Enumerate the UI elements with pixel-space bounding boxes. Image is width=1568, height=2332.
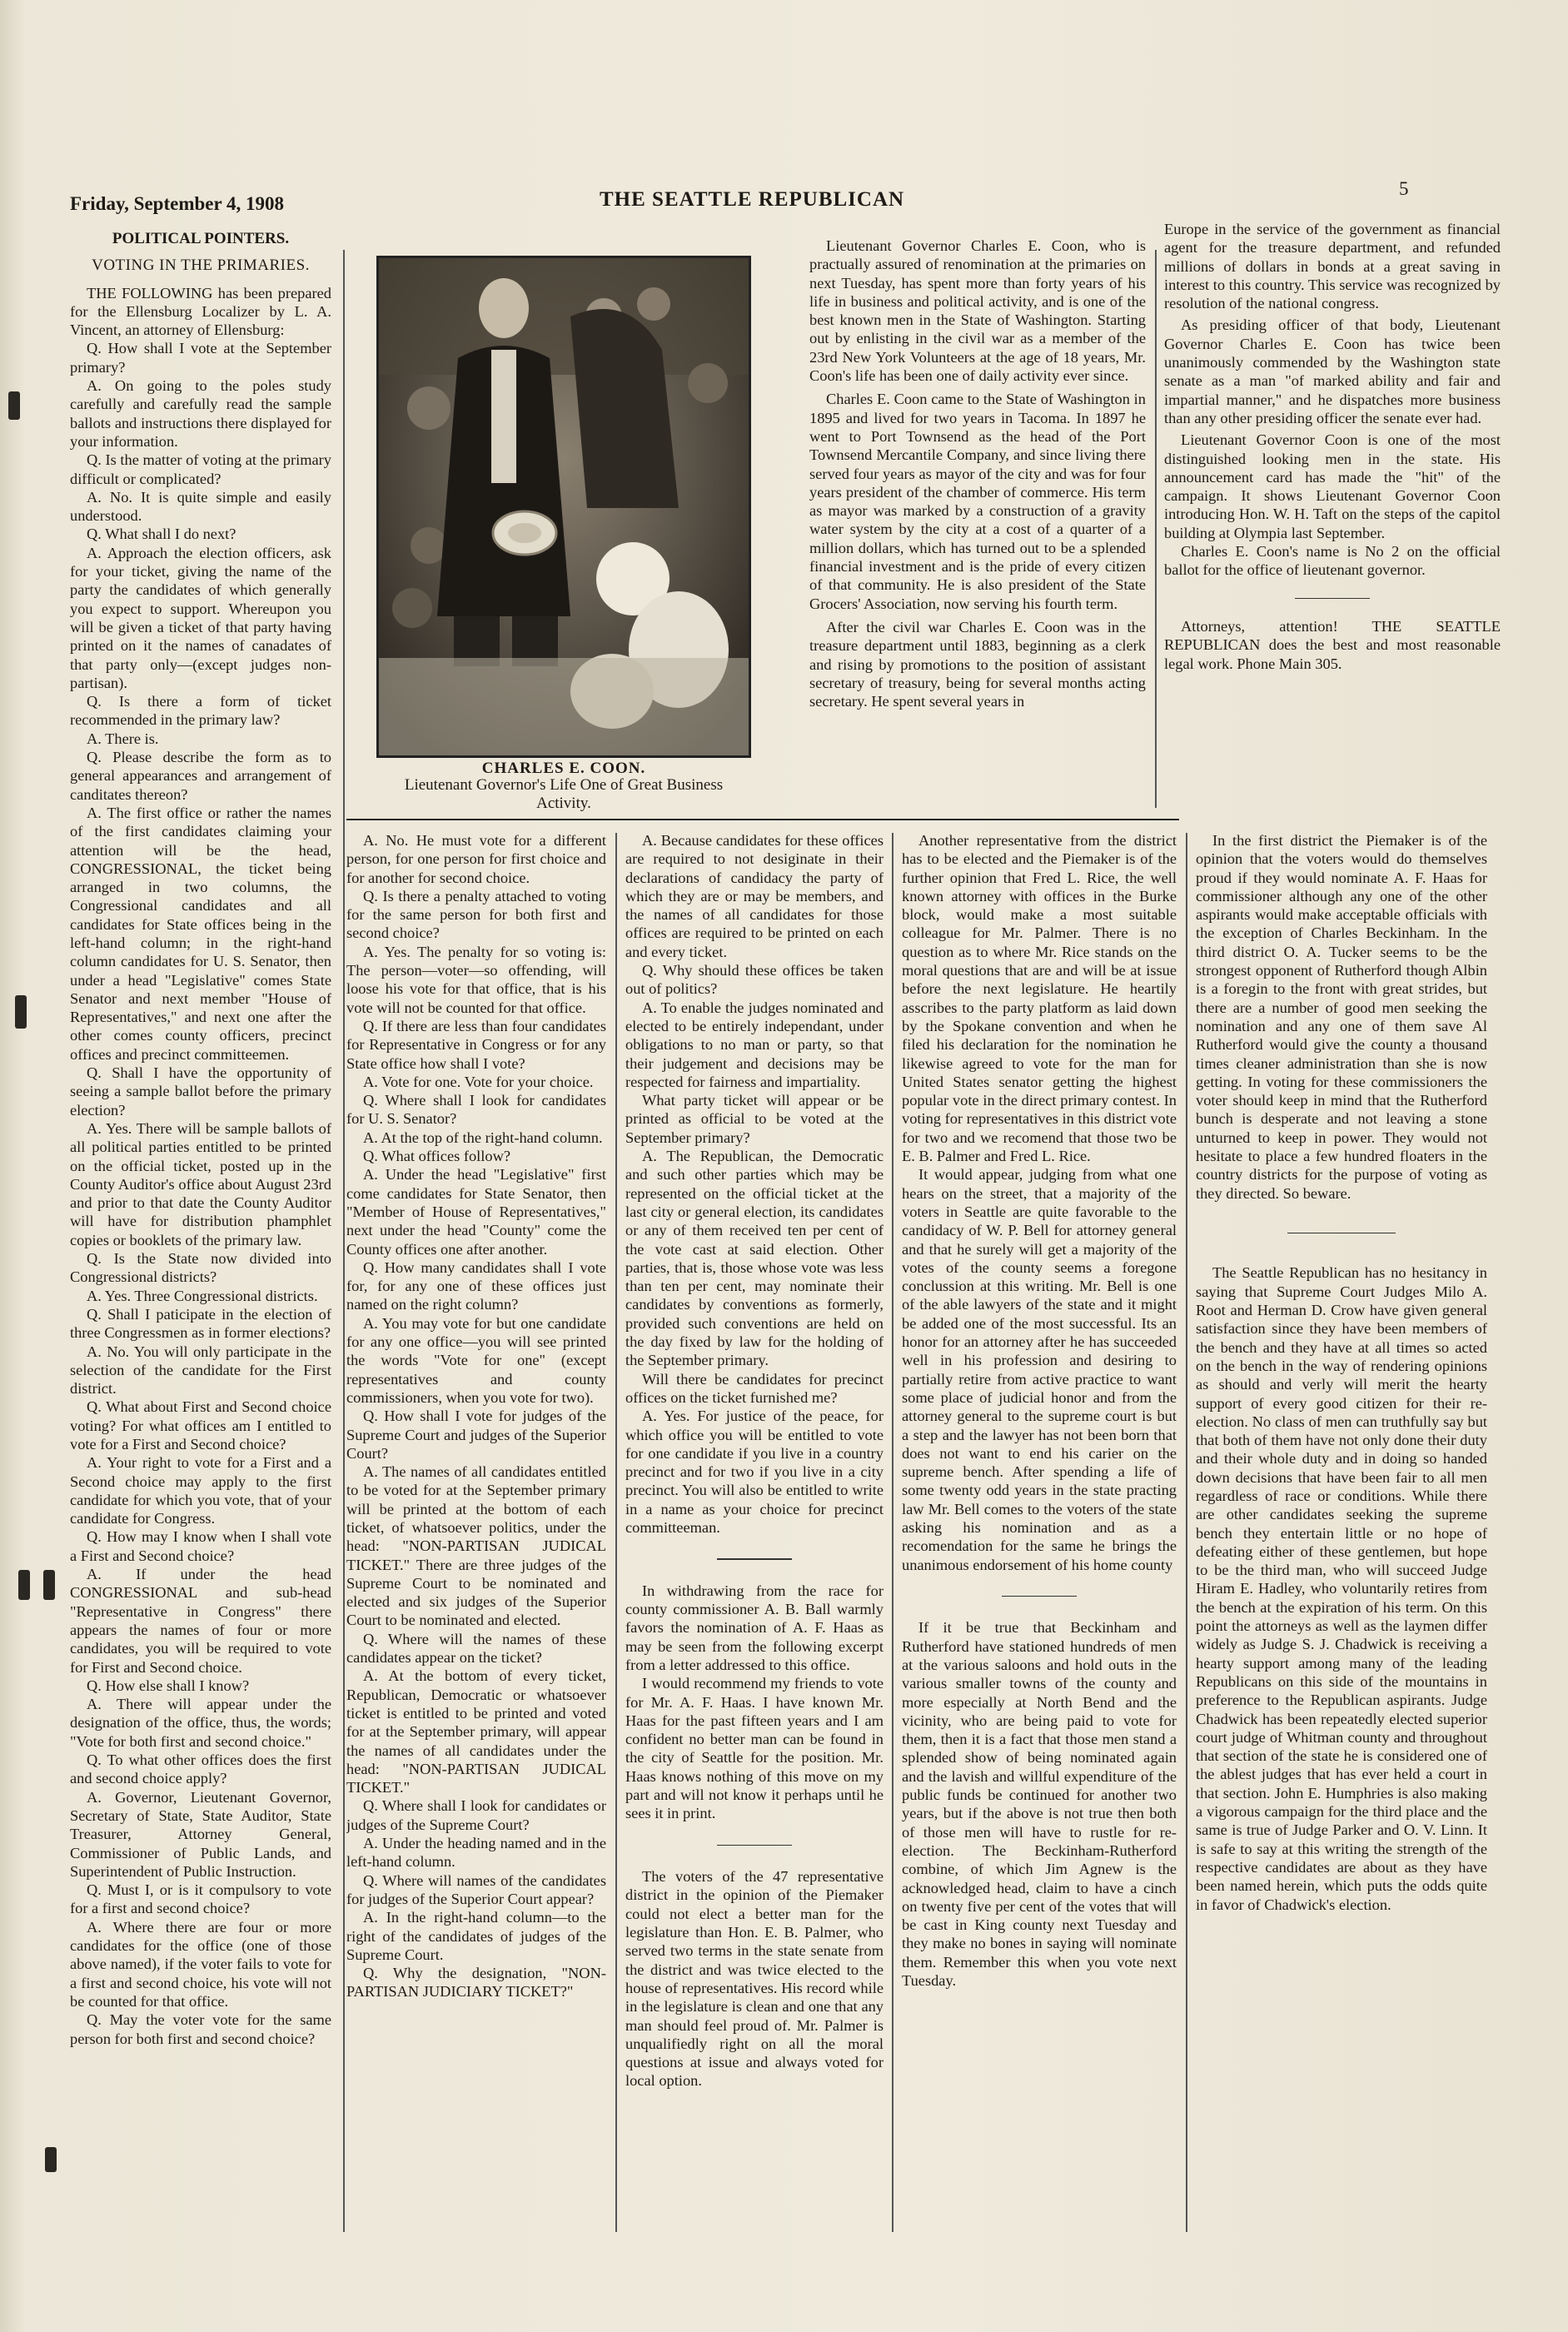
paragraph: The voters of the 47 representative district in the opinion of the Piemaker could not elect a better man for the legislature than Hon. E. B. Palmer, who served two terms in the state senate from the district and was twice elected to the house of representatives. His record while in the legislature is clean and one that any man should feel proud of. Mr. Palmer is unqualifiedly right on all the moral questions at issue and always voted for local option.: [625, 1868, 884, 2090]
paragraph: Q. Must I, or is it compulsory to vote for a first and second choice?: [70, 1881, 331, 1917]
paragraph: Q. How many candidates shall I vote for, for any one of these offices just named on the right column?: [346, 1258, 606, 1313]
section-divider: [1002, 1596, 1077, 1597]
horizontal-rule: [346, 819, 1179, 820]
binding-mark: [45, 2147, 57, 2172]
paragraph: In the first district the Piemaker is of the opinion that the voters would do themselves proud if they would nominate A. F. Haas for commissioner although any one of the other aspirants would make acceptable officials with the exception of Charles Beckinham. In the third district O. A. Tucker seems to be the strongest opponent of Rutherford though Albin is a foregin to the front with great strides, but there are a number of good men seeking the nomination and any one of them save Al Rutherford would give the county a thousand times cleaner administration than she is now getting. In voting for these commissioners the voter should keep in mind that the Rutherford bunch is desperate and not leaving a stone unturned to keep in power. They would not hesitate to place a few hundred floaters in the country districts for the purpose of voting as they directed. So beware.: [1196, 832, 1487, 1202]
section-divider: [1287, 1233, 1396, 1234]
paragraph: As presiding officer of that body, Lieutenant Governor Charles E. Coon has twice been unanimously commended by the Washington state senate as a man "of marked ability and fair and impartial manner," and he dispatches more business than any other presiding officer the senate ever had.: [1164, 316, 1501, 426]
paragraph: Lieutenant Governor Coon is one of the most distinguished looking men in the state. His announcement card has made the "hit" of the campaign. It shows Lieutenant Governor Coon introducing Hon. W. H. Taft on the steps of the capitol building at Olympia last September.: [1164, 431, 1501, 541]
paragraph: A. Because candidates for these offices are required to not desiginate in their declarations of candidacy the party of which they are or may be members, and the names of all candidates for those offices are required to be printed on each and every ticket.: [625, 832, 884, 960]
paragraph: Q. Where shall I look for candidates or judges of the Supreme Court?: [346, 1797, 606, 1833]
paragraph: Q. Where will the names of these candidates appear on the ticket?: [346, 1630, 606, 1667]
paragraph: A. You may vote for but one candidate for any one office—you will see printed the words "Vote for one" (except representatives and county commissioners, when you vote for two).: [346, 1314, 606, 1406]
paragraph: Lieutenant Governor Charles E. Coon, who is practually assured of renomination at the primaries on next Tuesday, has spent more than forty years of his life in business and political activity, and is one of the best known men in the State of Washington. Starting out by enlisting in the civil war as a member of the 23rd New York Volunteers at the age of 18 years, Mr. Coon's life has been one of daily activity ever since.: [809, 237, 1146, 385]
paragraph: A. Yes. For justice of the peace, for which office you will be entitled to vote for one candidate if you live in a country precinct and for two if you live in a city precinct. You will also be entitled to write in a name as your choice for precinct committeeman.: [625, 1408, 884, 1536]
paragraph: A. The Republican, the Democratic and such other parties which may be represented on the official ticket at the last city or general election, its candidates or any of them received ten per cent of the vote cast at said election. Other parties, that is, those whose vote was less than ten per cent, may nominate their candidates by conventions as formerly, provided such conventions are held on the day fixed by law for the holding of the September primary.: [625, 1148, 884, 1369]
paragraph: If it be true that Beckinham and Rutherford have stationed hundreds of men at the various saloons and hold outs in the various smaller towns of the county and more especially at North Bend and the vicinity, who are being paid to vote for them, then it is a fact that those men stand a splended show of being nominated again and the lavish and willful expenditure of the public funds be continued for another two years, but if the above is not true then both of those men will have to rustle for re-election. The Beckinham-Rutherford combine, of which Jim Agnew is the acknowledged head, claim to have a cinch on twenty five per cent of the votes that will be cast in King county next Tuesday and they make no bones in saying will nominate them. Remember this when you vote next Tuesday.: [902, 1619, 1177, 1990]
paragraph: It would appear, judging from what one hears on the street, that a majority of the voters in Seattle are quite favorable to the candidacy of W. P. Bell for attorney general and that he surely will get a majority of the votes of the county seems a foregone conclussion at this writing. Mr. Bell is one of the able lawyers of the state and it might be added one of the most successful. Its an honor for an attorney after he has succeeded well in his profession and desiring to partially retire from active practice to want some place of judicial honor and from the attorney general to the supreme court is but a step and the lawyer has not been born that does not want to end his carier on the supreme bench. After spending a life of some twenty odd years in the state practing law Mr. Bell comes to the voters of the state asking his nomination and as a recomendation for the same he brings the unanimous endorsement of his home county: [902, 1166, 1177, 1573]
photo-caption-name: CHARLES E. COON.: [481, 760, 646, 777]
paragraph: A. The names of all candidates entitled to be voted for at the September primary will be printed at the bottom of each ticket, of whatsoever politics, under the head: "NON-PARTISAN JUDICAL TICKET." There are three judges of the Supreme Court to be nominated and elected and six judges of the Superior Court to be nominated and elected.: [346, 1463, 606, 1629]
paragraph: Q. Where shall I look for candidates for U. S. Senator?: [346, 1092, 606, 1128]
paragraph: A. Vote for one. Vote for your choice.: [363, 1073, 594, 1090]
column-coon-article: [809, 237, 1146, 803]
paragraph: Q. If there are less than four candidates for Representative in Congress or for any State office how shall I vote?: [346, 1017, 606, 1072]
paragraph: Q. How may I know when I shall vote a First and Second choice?: [70, 1528, 331, 1564]
column-coon-continued: [1164, 220, 1501, 753]
column-rule: [892, 833, 894, 2232]
paragraph: Charles E. Coon came to the State of Washington in 1895 and lived for two years in Tacoma. In 1897 he went to Port Townsend as the head of the Port Townsend Mercantile Company, and since living there served four years as mayor of the city and was for four years president of the chamber of commerce. His term as mayor was marked by a construction of a gravity water system by the city at a cost of a quarter of a million dollars, which has turned out to be a splended financial investment and is the pride of every citizen of that community. He is also president of the State Grocers' Association, now serving his fourth term.: [809, 391, 1146, 612]
binding-mark: [43, 1570, 55, 1600]
paragraph: Q. Please describe the form as to general appearances and arrangement of canditates thereon?: [70, 749, 331, 803]
paragraph: A. No. He must vote for a different person, for one person for first choice and for another for second choice.: [346, 832, 606, 886]
paragraph: A. At the bottom of every ticket, Republican, Democratic or whatsoever ticket is entitled to be printed and voted for at the September primary, will appear the names of all candidates under the head: "NON-PARTISAN JUDICAL TICKET.": [346, 1667, 606, 1796]
paragraph: A. Under the head "Legislative" first come candidates for State Senator, then "Member of House of Representatives," next under the head "County" come the County offices one after another.: [346, 1166, 606, 1258]
paragraph: Q. May the voter vote for the same person for both first and second choice?: [70, 2011, 331, 2047]
paragraph: A. Governor, Lieutenant Governor, Secretary of State, State Auditor, State Treasurer, Attorney General, Commissioner of Public Lands, and Superintendent of Public Instruction.: [70, 1788, 331, 1880]
paragraph: Another representative from the district has to be elected and the Piemaker is of the further opinion that Fred L. Rice, the well known attorney with offices in the Burke block, would make a most suitable colleague for Mr. Palmer. There is no question as to where Mr. Rice stands on the moral questions that are and will be at issue before the next legislature. He heartily asscribes to the party platform as laid down by the Spokane convention and when he filed his declaration for the nomination he likewise agreed to vote for the man for United States senator getting the highest popular vote in the direct primary contest. In voting for representatives in this district vote for two and we recomend that those two be E. B. Palmer and Fred L. Rice.: [902, 832, 1177, 1165]
column-voting-primaries: [70, 223, 331, 2239]
paragraph: Europe in the service of the government as financial agent for the treasure department, and refunded millions of dollars in bonds at a great saving in interest to this country. This service was recognized by resolution of the national congress.: [1164, 221, 1501, 312]
legal-ad: Attorneys, attention! THE SEATTLE REPUBLICAN does the best and most reasonable legal work. Phone Main 305.: [1164, 618, 1501, 672]
paragraph: Q. What about First and Second choice voting? For what offices am I entitled to vote for a First and Second choice?: [70, 1398, 331, 1453]
photo-caption-line: Lieutenant Governor's Life One of Great Business Activity.: [404, 776, 724, 812]
column-rule: [1155, 250, 1157, 808]
paragraph: Q. What offices follow?: [363, 1148, 511, 1165]
page-number: 5: [1399, 178, 1409, 199]
paragraph: After the civil war Charles E. Coon was in the treasure department until 1883, beginning as a clerk and rising by promotions to the position of assistant secretary of treasury, being for several months acting secretary. He spent several years in: [809, 618, 1146, 710]
paragraph: Q. Is the State now divided into Congressional districts?: [70, 1250, 331, 1286]
paragraph: A. Under the heading named and in the left-hand column.: [346, 1835, 606, 1871]
paragraph: Q. Shall I paticipate in the election of three Congressmen as in former elections?: [70, 1305, 331, 1342]
paragraph: A. On going to the poles study carefully and carefully read the sample ballots and instructions there displayed for your information.: [70, 377, 331, 450]
paragraph: Q. What shall I do next?: [87, 526, 236, 543]
paragraph: Q. Is the matter of voting at the primary difficult or complicated?: [70, 451, 331, 487]
paragraph: Q. Why should these offices be taken out of politics?: [625, 962, 884, 998]
paragraph: A. Yes. There will be sample ballots of all political parties entitled to be printed on the official ticket, posted up in the County Auditor's office about August 23rd and prior to that date the County Auditor will have for distribution phamphlet copies or booklets of the primary law.: [70, 1119, 331, 1248]
crowd-photo-image: [379, 258, 749, 755]
section-divider: [717, 1845, 792, 1846]
column-commissioners-and-judges: [1196, 831, 1487, 2239]
paragraph: I would recommend my friends to vote for Mr. A. F. Haas. I have known Mr. Haas for the past fifteen years and I am confident no better man can be found in the city of Seattle for the position. Mr. Haas knows nothing of this move on my part and will not know it perhaps until he sees it in print.: [625, 1675, 884, 1822]
paragraph: A. Yes. The penalty for so voting is: The person—voter—so offending, will loose his vote for that office, that is his vote will not be counted for that office.: [346, 943, 606, 1016]
paragraph: Q. Where will names of the candidates for judges of the Superior Court appear?: [346, 1871, 606, 1907]
paragraph: A. If under the head CONGRESSIONAL and sub-head "Representative in Congress" there appears the names of four or more candidates, you will be required to vote for First and Second choice.: [70, 1566, 331, 1676]
paragraph: Charles E. Coon's name is No 2 on the official ballot for the office of lieutenant governor.: [1164, 543, 1501, 579]
paragraph: A. The first office or rather the names of the first candidates claiming your attention will be the head, CONGRESSIONAL, the ticket being arranged in two columns, the Congressional candidates and all candidates for State offices being in the left-hand column; in the right-hand column candidates for U. S. Senator, then under a head "Legislative" comes State Senator and next member "House of Representatives," and next one after the other comes county officers, precinct offices and precinct committeemen.: [70, 804, 331, 1063]
paragraph: A. Where there are four or more candidates for the office (one of those above named), if the voter fails to vote for a first and second choice, his vote will not be counted for that office.: [70, 1918, 331, 2010]
paragraph: THE FOLLOWING has been prepared for the Ellensburg Localizer by L. A. Vincent, an attorney of Ellensburg:: [70, 284, 331, 339]
binding-mark: [18, 1570, 30, 1600]
paragraph: Q. Why the designation, "NON-PARTISAN JUDICIARY TICKET?": [346, 1965, 606, 2001]
column-representatives: [902, 831, 1177, 2239]
paragraph: A. There is.: [87, 730, 159, 747]
bleed-through-text: [583, 133, 1166, 152]
paragraph: Q. To what other offices does the first and second choice apply?: [70, 1751, 331, 1787]
paragraph: A. To enable the judges nominated and elected to be entirely independant, under obligations to no man or party, so that their judgement and decisions may be respected for fairness and impartiality.: [625, 999, 884, 1090]
paragraph: Will there be candidates for precinct offices on the ticket furnished me?: [625, 1370, 884, 1406]
binding-mark: [15, 995, 27, 1029]
paragraph: A. There will appear under the designation of the office, thus, the words; "Vote for both first and second choice.": [70, 1696, 331, 1750]
paragraph: Q. Is there a penalty attached to voting for the same person for both first and second choice?: [346, 887, 606, 942]
column-rule: [343, 250, 345, 2232]
issue-date: Friday, September 4, 1908: [70, 193, 285, 214]
paragraph: A. Your right to vote for a First and a Second choice may apply to the first candidate for which you vote, that of your candidate for Congress.: [70, 1454, 331, 1527]
paper-title: THE SEATTLE REPUBLICAN: [600, 188, 905, 211]
paragraph: A. At the top of the right-hand column.: [363, 1129, 603, 1146]
paragraph: In withdrawing from the race for county commissioner A. B. Ball warmly favors the nomination of A. F. Haas as may be seen from the following excerpt from a letter addressed to this office.: [625, 1582, 884, 1673]
paragraph: A. In the right-hand column—to the right of the candidates of judges of the Supreme Court.: [346, 1909, 606, 1963]
paragraph: Q. Shall I have the opportunity of seeing a sample ballot before the primary election?: [70, 1064, 331, 1119]
paragraph: A. Yes. Three Congressional districts.: [87, 1287, 318, 1304]
section-divider: [1295, 598, 1370, 600]
paragraph: A. No. It is quite simple and easily understood.: [70, 488, 331, 525]
column-rule: [615, 833, 617, 2232]
paragraph: Q. How shall I vote at the September primary?: [70, 340, 331, 376]
section-title: POLITICAL POINTERS.: [112, 230, 290, 247]
paragraph: Q. Is there a form of ticket recommended in the primary law?: [70, 693, 331, 729]
column-voting-continued: [346, 831, 606, 2239]
portrait-photo: [376, 256, 751, 758]
paragraph: A. No. You will only participate in the selection of the candidate for the First district.: [70, 1343, 331, 1398]
paragraph: What party ticket will appear or be printed as official to be voted at the September primary?: [625, 1092, 884, 1146]
paragraph: The Seattle Republican has no hesitancy in saying that Supreme Court Judges Milo A. Root and Herman D. Crow have given general satisfaction since they have been members of the bench and they have at all times so acted on the bench in the way of rendering opinions as should and verly will merit the hearty support of every good citizen for their re-election. No class of men can truthfully say but that both of them have not only done their duty and their whole duty and in doing so handed down decisions that have been fair to all men regardless of race or conditions. While there are other candidates seeking the supreme bench they entertain little or no hope of defeating either of these gentlemen, but hope to be the third man, who will succeed Judge Hiram E. Hadley, who voluntarily retires from the bench at the expiration of his term. On this point the attorneys as well as the laymen differ widely as Judge S. J. Chadwick is receiving a hearty support among many of the leading Republicans on this side of the mountains in preference to the Republican aspirants. Judge Chadwick has been repeatedly elected superior court judge of Whitman county and throughout that section of the state he is considered one of the ablest judges that has ever held a court in that section. John E. Humphries is also making a vigorous campaign for the third place and the same is true of Judge Parker and O. V. Linn. It is safe to say at this writing the strength of the respective candidates are about as they have been named herein, which puts the odds quite in favor of Chadwick's election.: [1196, 1264, 1487, 1913]
paragraph: Q. How else shall I know?: [87, 1677, 250, 1694]
section-subtitle: VOTING IN THE PRIMARIES.: [92, 257, 310, 275]
column-rule: [1186, 833, 1187, 2232]
paragraph: A. Approach the election officers, ask for your ticket, giving the name of the party the candidates of which generally you expect to support. Whereupon you will be given a ticket of that party having printed on it the names of canadates of that party only—(except judges non-partisan).: [70, 544, 331, 691]
paragraph: Q. How shall I vote for judges of the Supreme Court and judges of the Superior Court?: [346, 1408, 606, 1462]
binding-mark: [8, 391, 20, 420]
column-voting-and-commissioner: [625, 831, 884, 2239]
section-divider: [717, 1558, 792, 1560]
